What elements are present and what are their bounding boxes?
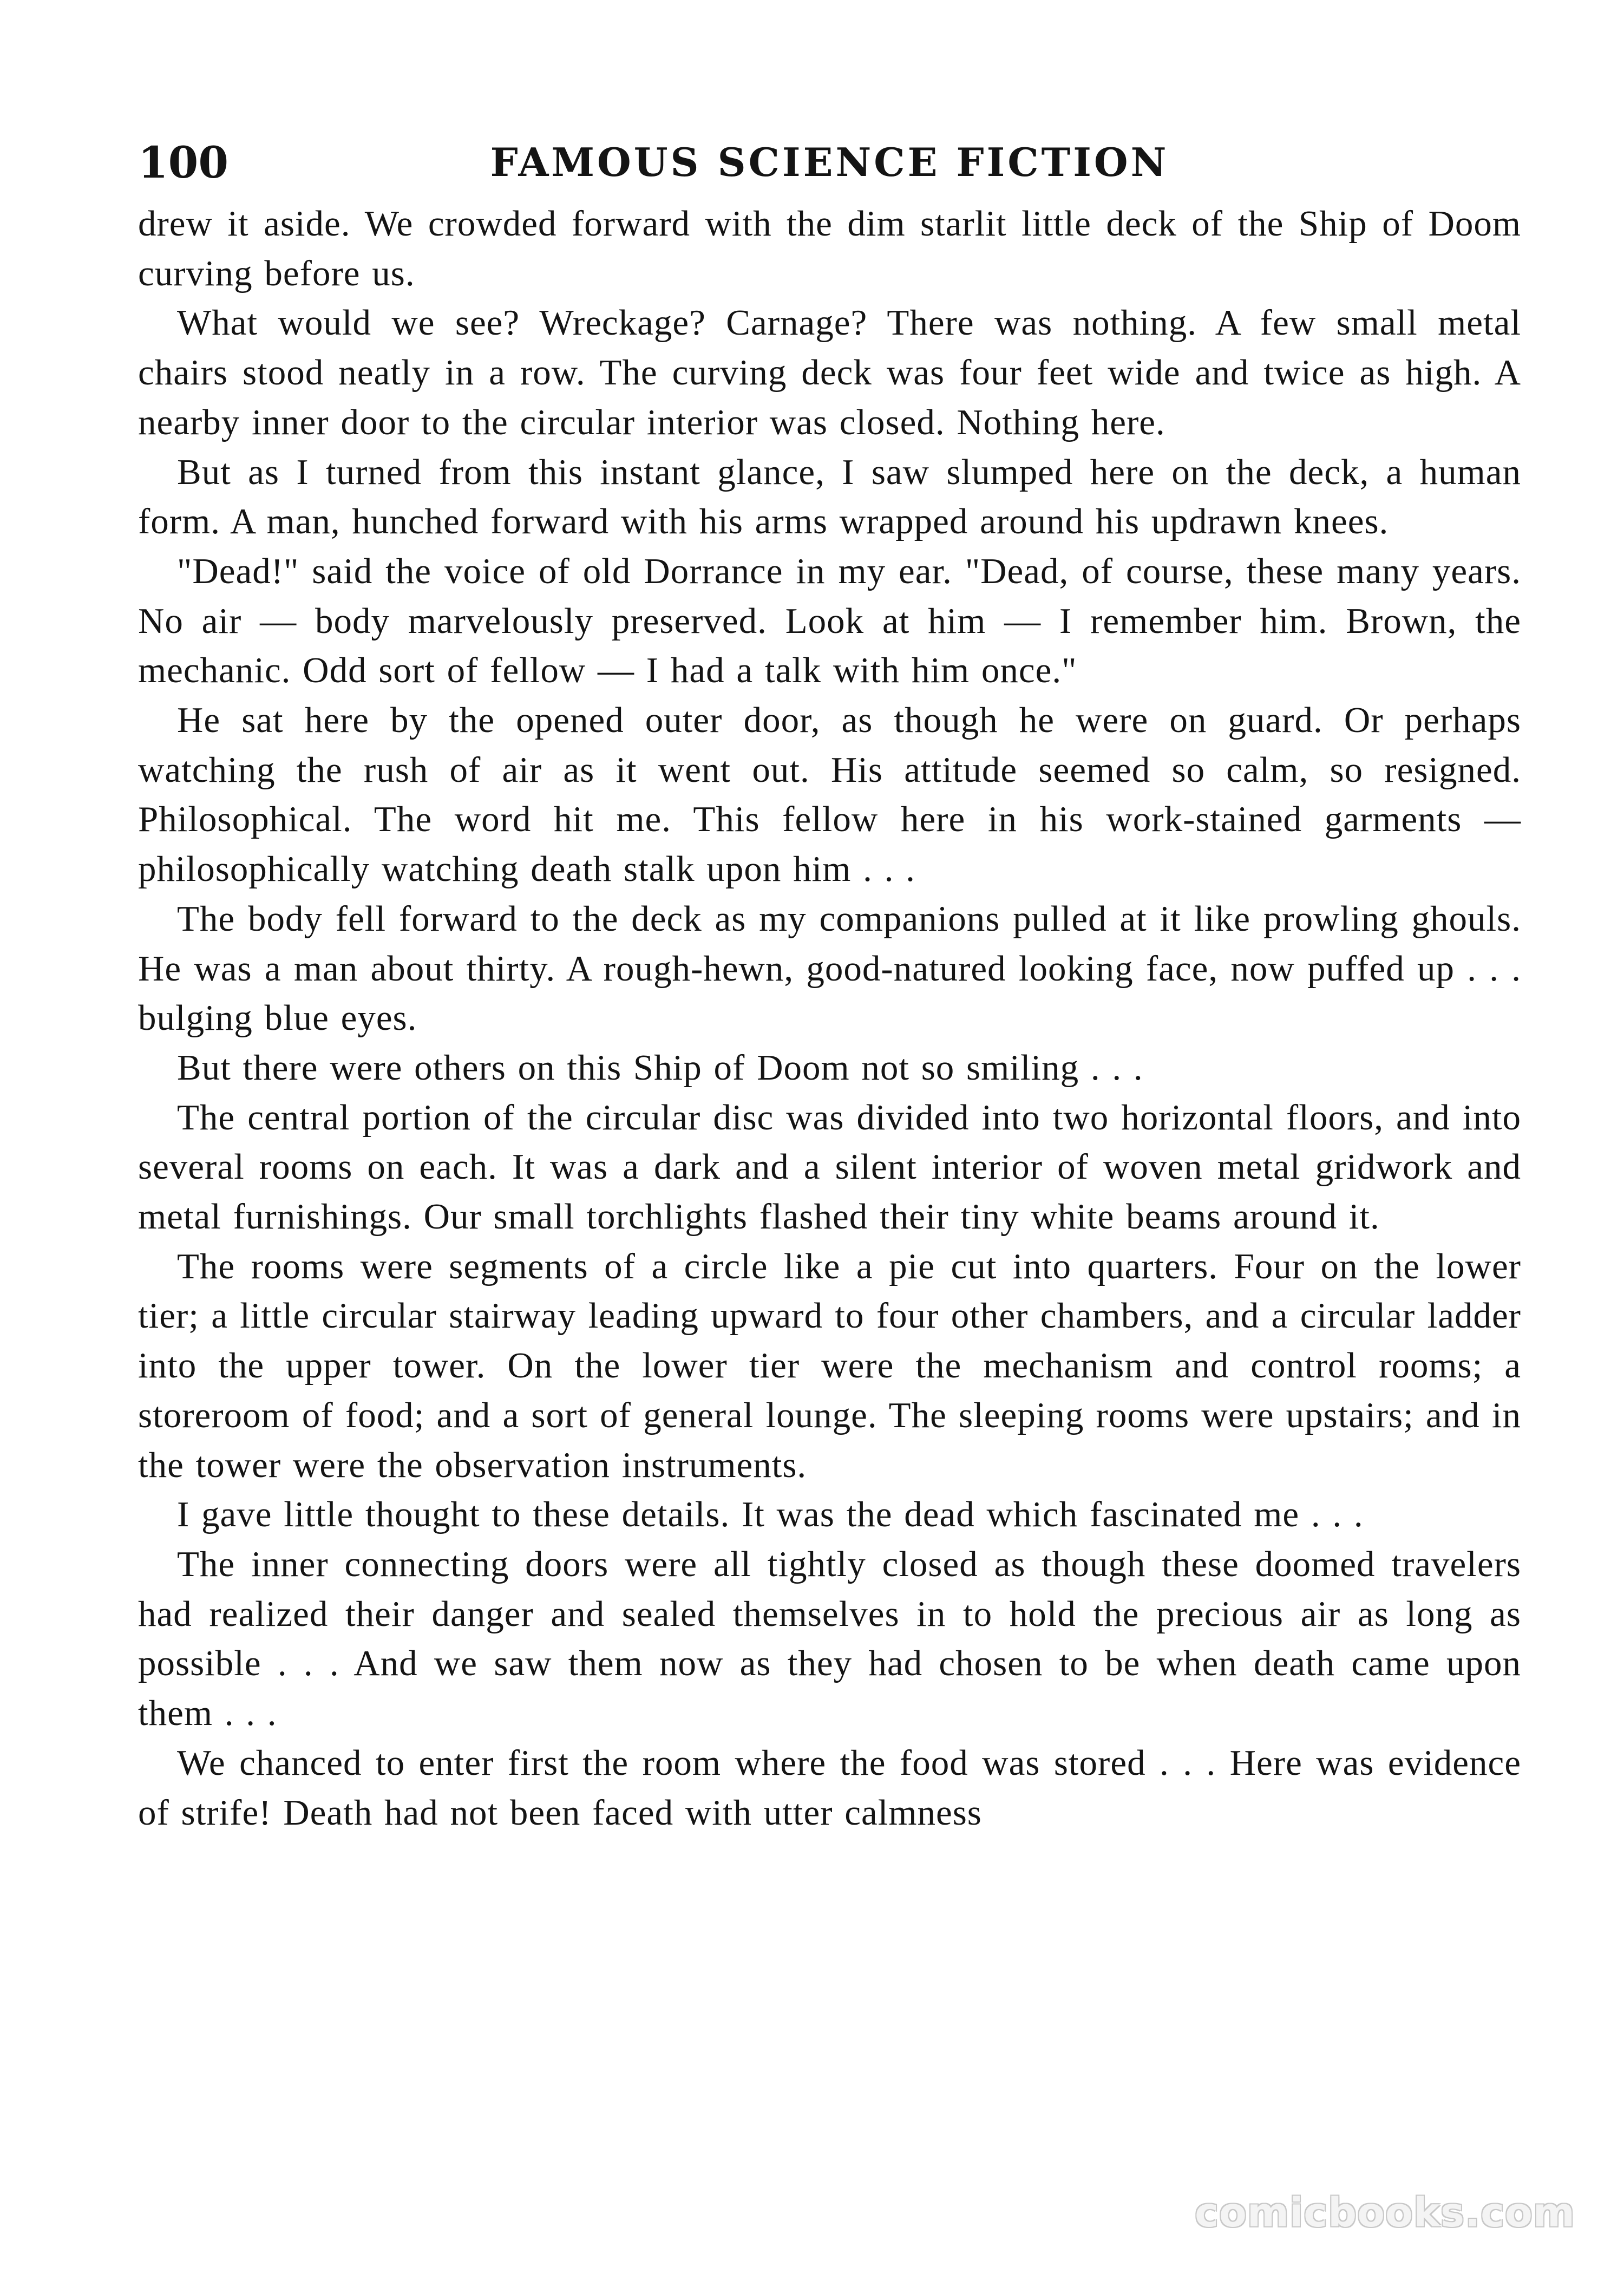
book-page xyxy=(138,135,1521,1838)
paragraph: "Dead!" said the voice of old Dorrance in my ear. "Dead, of course, these many years. No air — body marvelously preserved. Look at him — I remember him. Brown, the mechanic. Odd sort of fellow — I had a talk with him once." xyxy=(138,551,1521,691)
paragraph: I gave little thought to these details. It was the dead which fascinated me . . . xyxy=(177,1494,1364,1535)
running-head xyxy=(138,135,1521,195)
paragraph: But as I turned from this instant glance, I saw slumped here on the deck, a human form. A man, hunched forward with his arms wrapped around his updrawn knees. xyxy=(138,452,1521,542)
paragraph-continuation: drew it aside. We crowded forward with the dim starlit little deck of the Ship of Doom curving before us. xyxy=(138,204,1521,293)
paragraph: The body fell forward to the deck as my companions pulled at it like prowling ghouls. He was a man about thirty. A rough-hewn, good-natured looking face, now puffed up . . . bulging blue eyes. xyxy=(138,898,1521,1038)
paragraph: The inner connecting doors were all tightly closed as though these doomed travelers had realized their danger and sealed themselves in to hold the precious air as long as possible . . . And we saw them now as they had chosen to be when death came upon them . . . xyxy=(138,1544,1521,1734)
watermark: comicbooks.com xyxy=(1195,2190,1575,2236)
paragraph: But there were others on this Ship of Doom not so smiling . . . xyxy=(177,1047,1143,1088)
paragraph: We chanced to enter first the room where the food was stored . . . Here was evidence of strife! Death had not been faced with utter calmness xyxy=(138,1742,1521,1833)
running-title: FAMOUS SCIENCE FICTION xyxy=(490,139,1169,185)
body-text xyxy=(138,199,1521,1838)
paragraph: What would we see? Wreckage? Carnage? There was nothing. A few small metal chairs stood neatly in a row. The curving deck was four feet wide and twice as high. A nearby inner door to the circular interior was closed. Nothing here. xyxy=(138,303,1521,442)
paragraph: The central portion of the circular disc was divided into two horizontal floors, and into several rooms on each. It was a dark and a silent interior of woven metal gridwork and metal furnishings. Our small torchlights flashed their tiny white beams around it. xyxy=(138,1097,1521,1237)
paragraph: He sat here by the opened outer door, as though he were on guard. Or perhaps watching the rush of air as it went out. His attitude seemed so calm, so resigned. Philosophical. The word hit me. This fellow here in his work-stained garments — philosophically watching death stalk upon him . . . xyxy=(138,700,1521,890)
page-number: 100 xyxy=(138,137,228,188)
paragraph: The rooms were segments of a circle like a pie cut into quarters. Four on the lower tier; a little circular stairway leading upward to four other chambers, and a circular ladder into the upper tower. On the lower tier were the mechanism and control rooms; a storeroom of food; and a sort of general lounge. The sleeping rooms were upstairs; and in the tower were the observation instruments. xyxy=(138,1246,1521,1485)
